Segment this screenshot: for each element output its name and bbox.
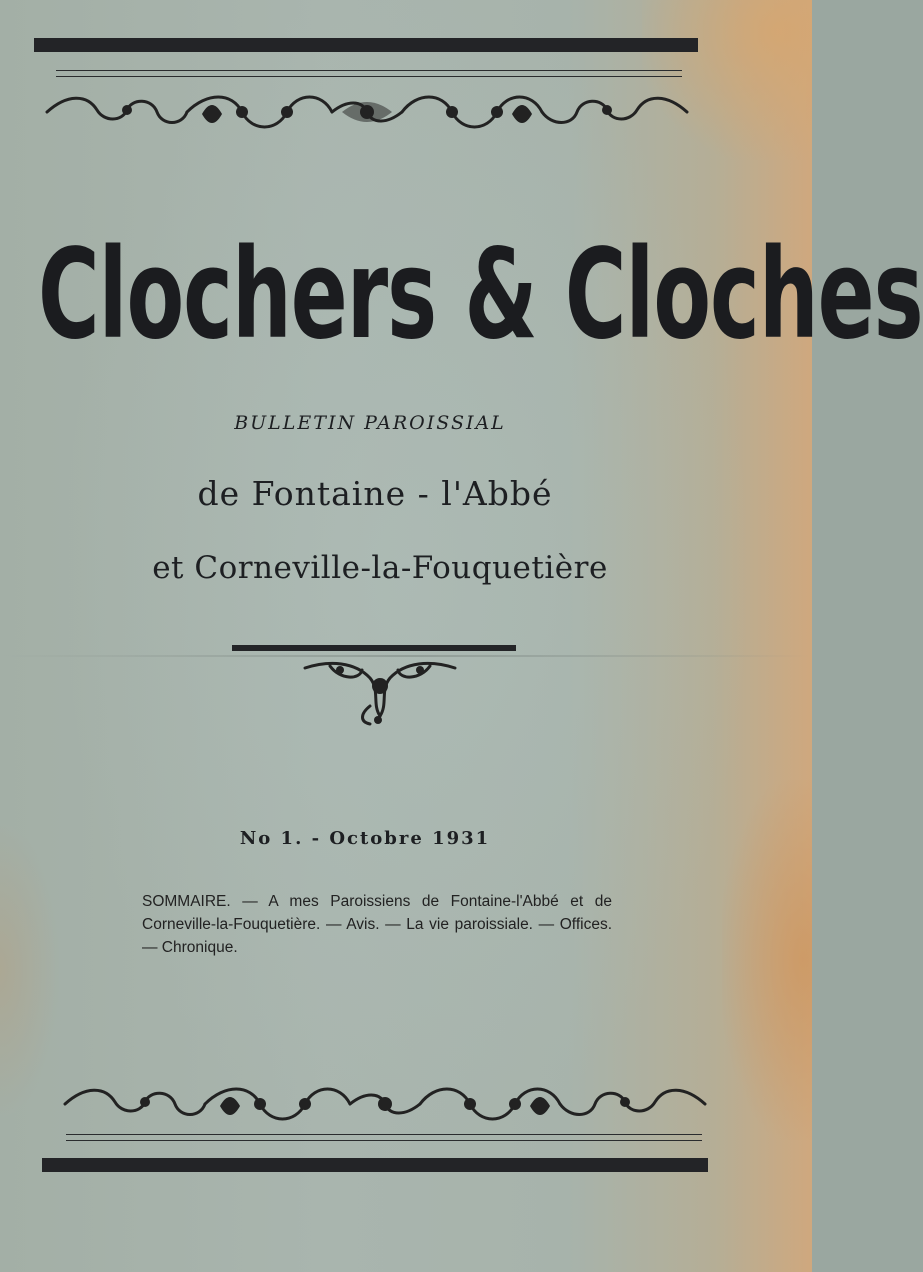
top-thin-rule-2 xyxy=(56,76,682,77)
top-thin-rule xyxy=(56,70,682,71)
middle-rule xyxy=(232,645,516,651)
parish-line-1: de Fontaine - l'Abbé xyxy=(197,474,553,513)
bulletin-subtitle: BULLETIN PAROISSIAL xyxy=(234,412,506,434)
bottom-thick-rule xyxy=(42,1158,708,1172)
bulletin-title: Clochers & Cloches xyxy=(38,221,923,367)
paper-stain-right xyxy=(722,780,812,1140)
issue-number: No 1. - Octobre 1931 xyxy=(239,828,491,849)
bottom-flourish-ornament-icon xyxy=(60,1070,710,1130)
paper-stain-left xyxy=(0,820,60,1120)
top-thick-rule xyxy=(34,38,698,52)
parish-line-2: et Corneville-la-Fouquetière xyxy=(152,550,608,586)
top-flourish-ornament-icon xyxy=(42,82,692,142)
bottom-thin-rule xyxy=(66,1134,702,1135)
bottom-thin-rule-2 xyxy=(66,1140,702,1141)
summary-text: SOMMAIRE. — A mes Paroissiens de Fontaine-l'Abbé et de Corneville-la-Fouquetière. — Avis. — La vie paroissiale. — Offices. — Chronique. xyxy=(142,893,612,956)
center-flourish-ornament-icon xyxy=(300,656,460,728)
